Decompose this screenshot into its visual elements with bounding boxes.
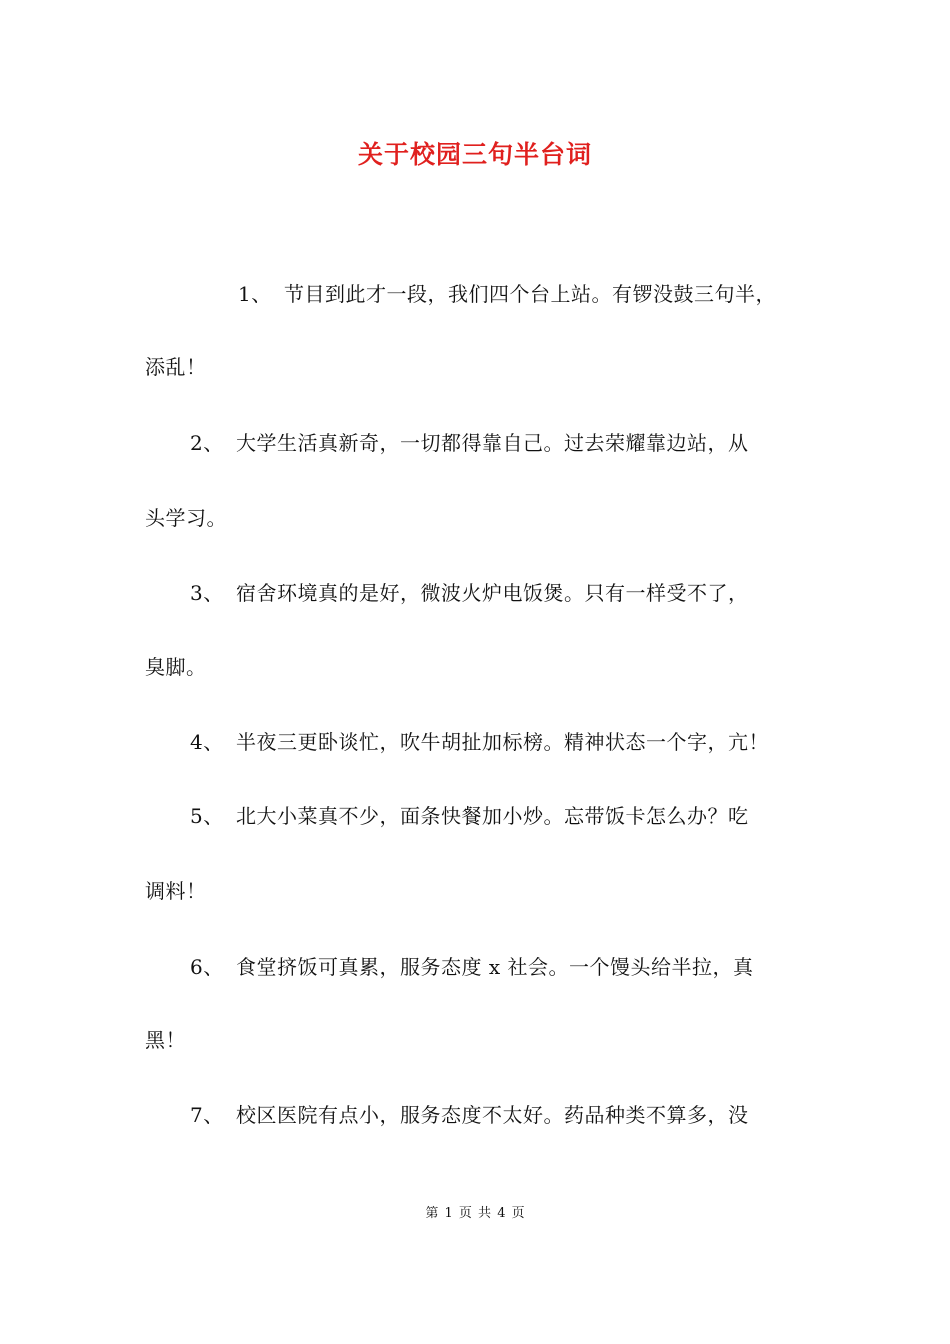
item-text: 宿舍环境真的是好，微波火炉电饭煲。只有一样受不了， — [236, 581, 749, 605]
list-item-1-line1 — [238, 279, 776, 309]
list-item-2-line2: 头学习。 — [145, 506, 227, 530]
item-number: 7、 — [190, 1103, 224, 1127]
page-footer: 第 1 页 共 4 页 — [425, 1206, 525, 1221]
list-item-1-line2: 添乱！ — [145, 355, 207, 379]
list-item-4-line1 — [190, 727, 769, 757]
list-item-6-line1 — [190, 952, 754, 982]
item-text: 北大小菜真不少，面条快餐加小炒。忘带饭卡怎么办？吃 — [236, 804, 749, 828]
list-item-3-line2: 臭脚。 — [145, 655, 207, 679]
item-number: 1、 — [238, 282, 272, 306]
item-number: 4、 — [190, 730, 224, 754]
list-item-5-line1 — [190, 801, 749, 831]
list-item-7-line1 — [190, 1100, 749, 1130]
list-item-3-line1 — [190, 578, 749, 608]
item-number: 2、 — [190, 431, 224, 455]
document-title: 关于校园三句半台词 — [357, 140, 592, 169]
item-text: 节目到此才一段，我们四个台上站。有锣没鼓三句半， — [284, 282, 776, 306]
item-text: 半夜三更卧谈忙，吹牛胡扯加标榜。精神状态一个字，亢！ — [236, 730, 769, 754]
item-number: 3、 — [190, 581, 224, 605]
list-item-5-line2: 调料！ — [145, 879, 207, 903]
item-text: 校区医院有点小，服务态度不太好。药品种类不算多，没 — [236, 1103, 749, 1127]
item-number: 5、 — [190, 804, 224, 828]
list-item-6-line2: 黑！ — [145, 1028, 186, 1052]
item-number: 6、 — [190, 955, 224, 979]
item-text: 大学生活真新奇，一切都得靠自己。过去荣耀靠边站，从 — [236, 431, 749, 455]
item-text: 食堂挤饭可真累，服务态度 x 社会。一个馒头给半拉，真 — [236, 955, 754, 979]
list-item-2-line1 — [190, 428, 749, 458]
